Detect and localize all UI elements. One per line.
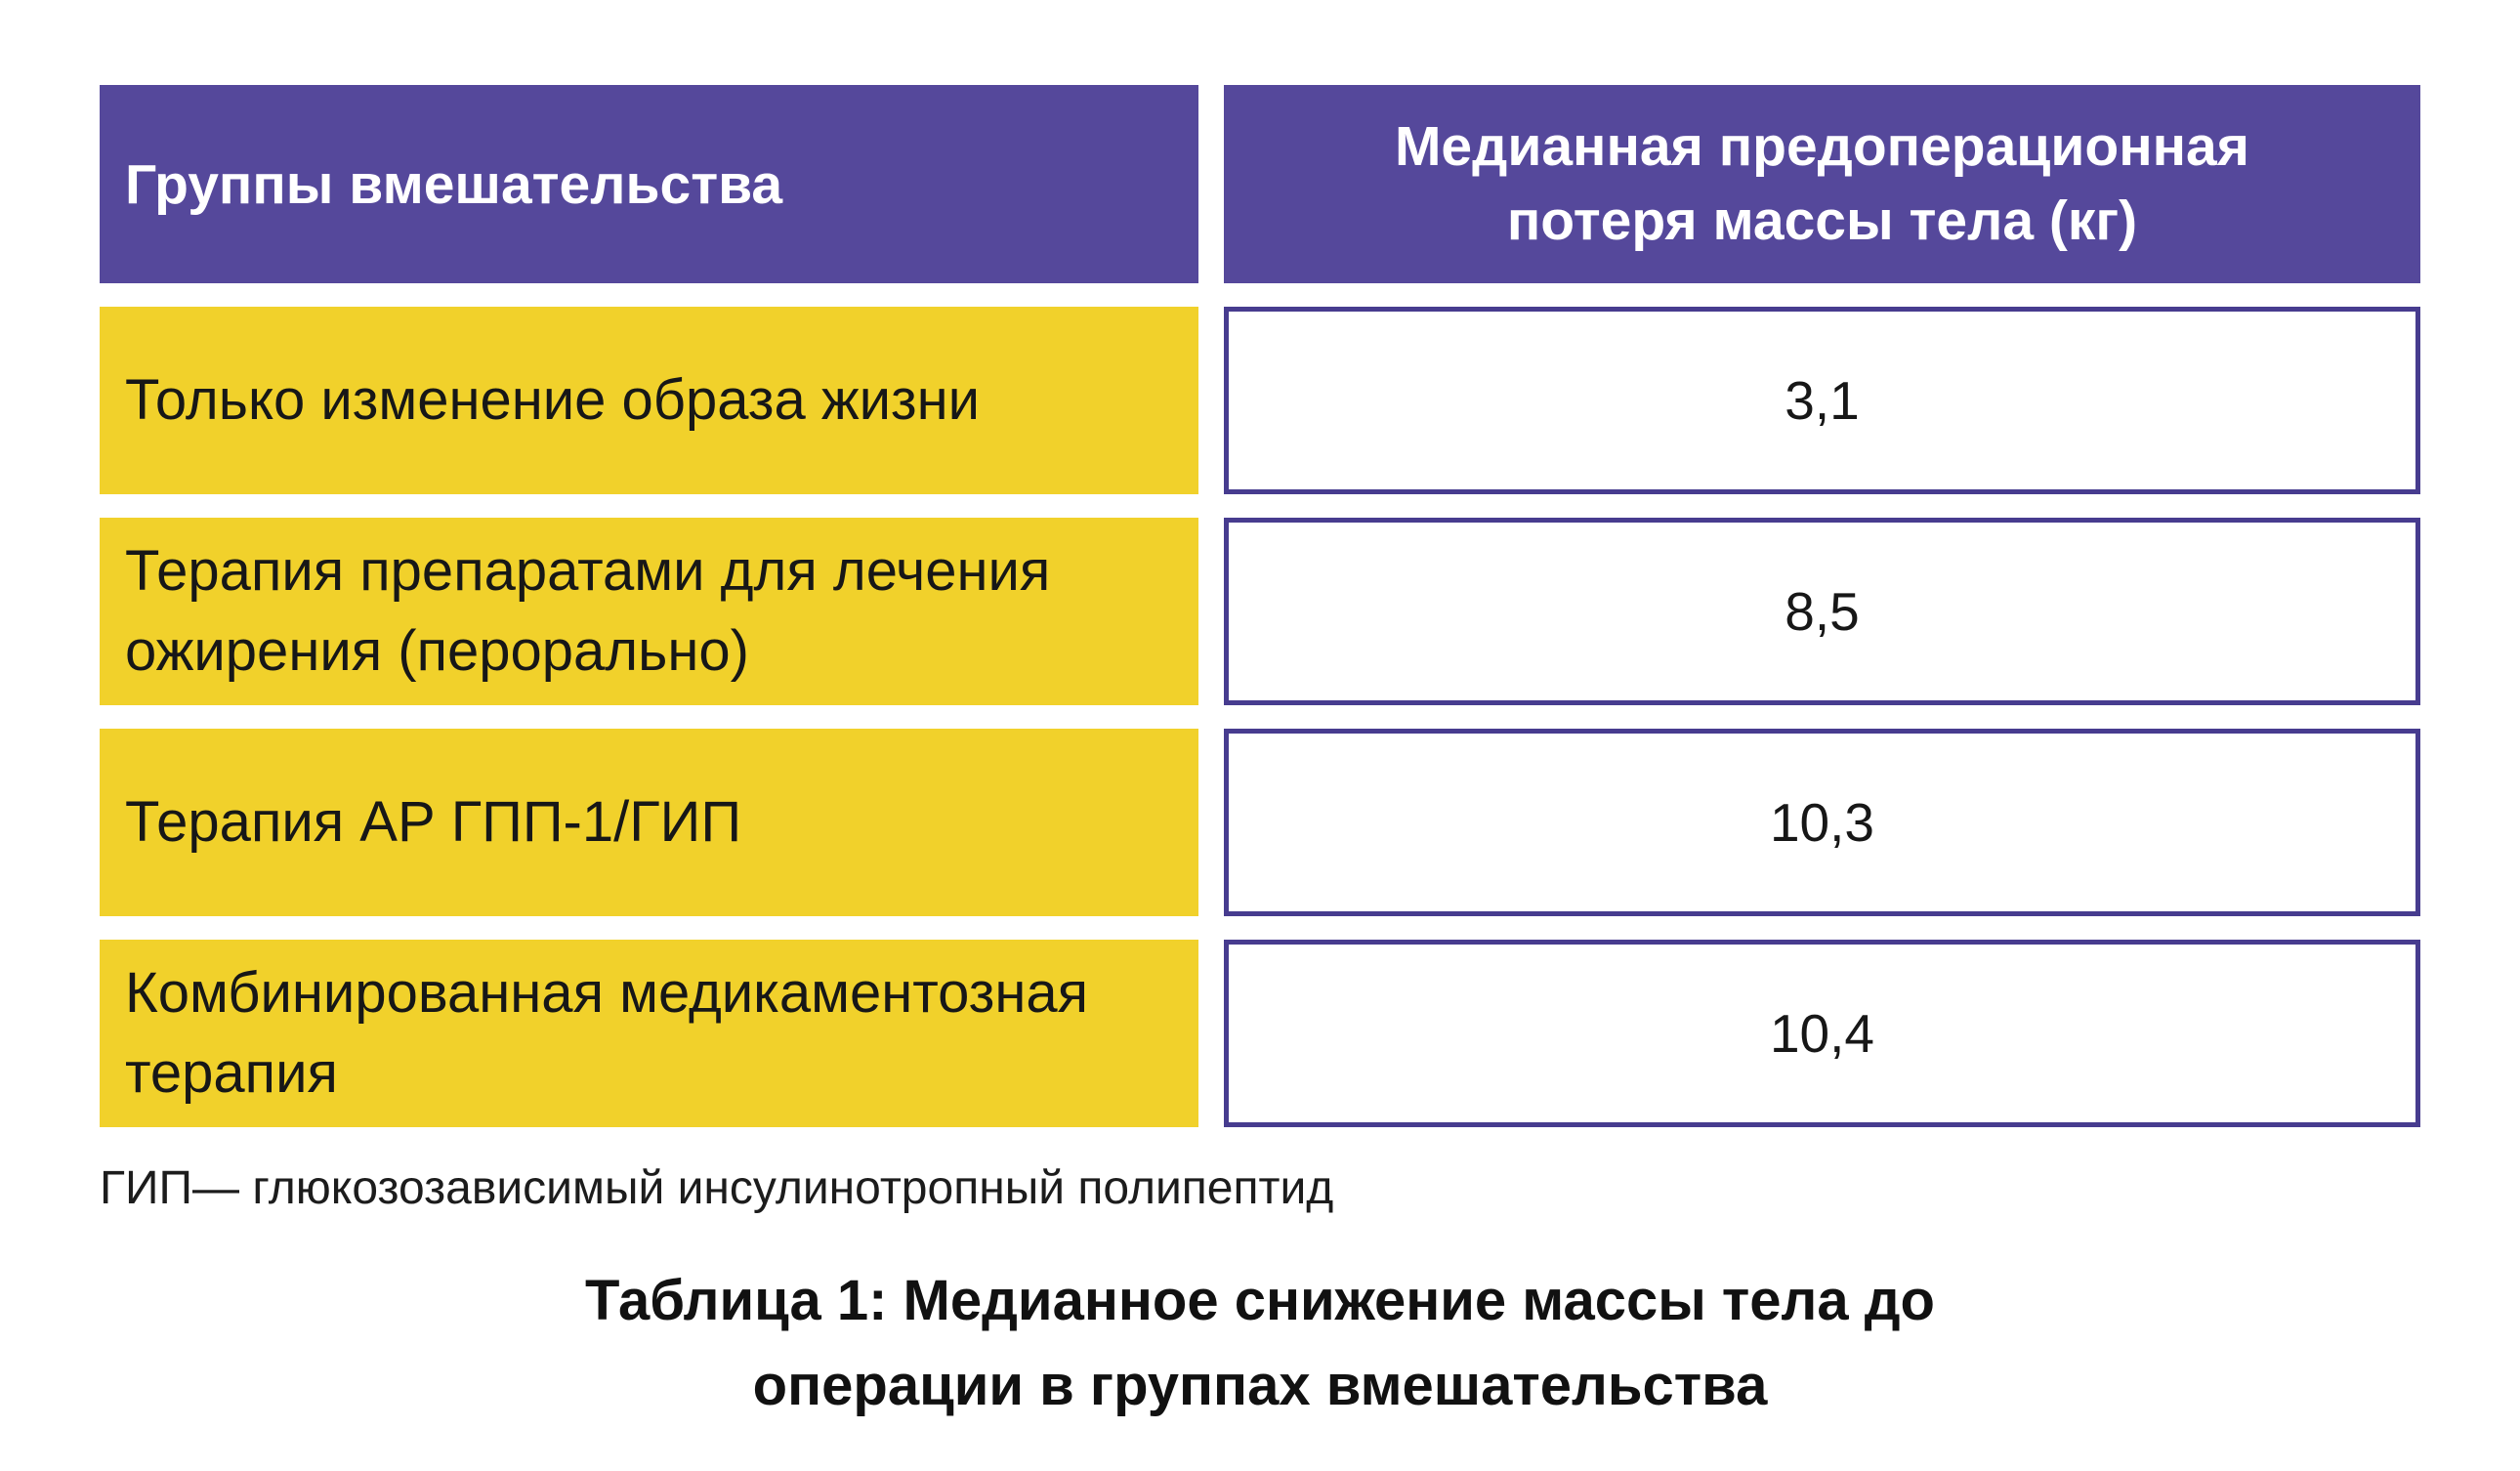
group-cell-glp1-gip bbox=[100, 729, 1198, 916]
value-cell-lifestyle bbox=[1224, 307, 2420, 494]
table-caption-line1: Таблица 1: Медианное снижение массы тела до bbox=[584, 1269, 1935, 1333]
intervention-table bbox=[100, 85, 2420, 1127]
group-label: Только изменение образа жизни bbox=[125, 367, 981, 432]
group-cell-oral-meds bbox=[100, 518, 1198, 705]
header-groups-label: Группы вмешательства bbox=[125, 152, 783, 216]
value-cell-combined-therapy bbox=[1224, 940, 2420, 1127]
value-label: 10,3 bbox=[1769, 792, 1875, 853]
group-label: Терапия препаратами для лечения ожирения (перорально) bbox=[125, 538, 1051, 683]
value-cell-glp1-gip bbox=[1224, 729, 2420, 916]
value-cell-oral-meds bbox=[1224, 518, 2420, 705]
group-cell-combined-therapy bbox=[100, 940, 1198, 1127]
value-label: 10,4 bbox=[1769, 1003, 1875, 1064]
group-label: Терапия АР ГПП-1/ГИП bbox=[125, 789, 742, 854]
value-label: 8,5 bbox=[1785, 581, 1860, 642]
table-caption-line2: операции в группах вмешательства bbox=[752, 1354, 1768, 1418]
value-label: 3,1 bbox=[1785, 370, 1860, 431]
group-cell-lifestyle bbox=[100, 307, 1198, 494]
footnote-gip-definition: ГИП— глюкозозависимый инсулинотропный полипептид bbox=[100, 1162, 1334, 1214]
table-caption bbox=[100, 1258, 2420, 1428]
header-median-loss-label: Медианная предоперационная потеря массы тела (кг) bbox=[1394, 115, 2250, 252]
header-cell-median-loss bbox=[1224, 85, 2420, 283]
header-cell-groups bbox=[100, 85, 1198, 283]
group-label: Комбинированная медикаментозная терапия bbox=[125, 960, 1089, 1105]
